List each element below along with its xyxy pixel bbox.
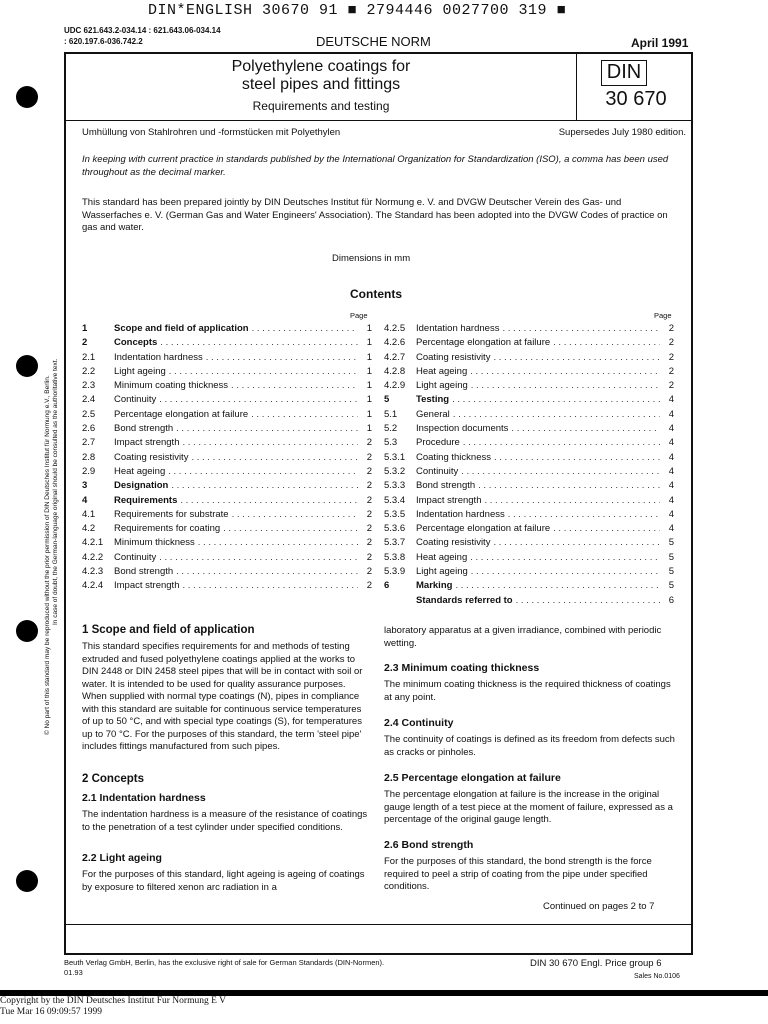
toc-entry-page: 1	[366, 323, 372, 334]
side-notice-line-2: In case of doubt, the German-language original should be consulted as the authoritative text.	[52, 358, 59, 625]
toc-entry-page: 4	[668, 494, 674, 506]
toc-entry-title: Coating thickness	[416, 451, 491, 463]
toc-entry-title: Requirements for substrate	[114, 508, 229, 520]
toc-entry	[384, 494, 674, 508]
toc-leader-dots	[502, 322, 660, 336]
toc-entry-number: 5.3.1	[384, 451, 406, 463]
toc-entry-title: Minimum coating thickness	[114, 380, 229, 392]
toc-entry-page: 6	[668, 594, 674, 606]
toc-entry-number: 4.2.3	[82, 566, 104, 578]
toc-entry-number: 5.3.7	[384, 537, 406, 549]
toc-entry-page: 2	[366, 480, 372, 492]
toc-entry-title: Percentage elongation at failure	[416, 523, 551, 535]
toc-entry-number: 4.2.9	[384, 380, 406, 392]
toc-entry-page: 4	[668, 480, 674, 492]
side-notice-line-1: © No part of this standard may be reproduced without the prior permission of DIN Deutsches Institut für Normung e.V., Berlin.	[44, 375, 51, 735]
toc-leader-dots	[471, 565, 660, 579]
toc-entry-title: Bond strength	[114, 566, 174, 578]
toc-entry	[82, 565, 372, 579]
toc-entry-number: 2.5	[82, 408, 96, 420]
toc-entry-page: 2	[366, 451, 372, 463]
toc-entry-page: 2	[366, 437, 372, 449]
toc-entry	[384, 365, 674, 379]
toc-entry	[384, 336, 674, 350]
toc-entry	[384, 379, 674, 393]
toc-entry	[82, 336, 372, 350]
toc-entry	[82, 393, 372, 407]
toc-entry-number: 4.2.4	[82, 580, 104, 592]
toc-leader-dots	[461, 465, 660, 479]
toc-entry-number: 4	[82, 494, 88, 506]
din-number: 30 670	[605, 88, 667, 110]
toc-entry	[384, 565, 674, 579]
toc-entry	[82, 522, 372, 536]
toc-entry	[384, 322, 674, 336]
toc-entry-number: 2.6	[82, 423, 96, 435]
toc-entry-page: 4	[668, 437, 674, 449]
copyright-line-1: Copyright by the DIN Deutsches Institut Fur Normung E V	[0, 996, 226, 1006]
section-2-6-text: For the purposes of this standard, the bond strength is the force required to peel a strip of coating from the pipe under specified conditions.	[384, 856, 652, 892]
dimensions-note: Dimensions in mm	[332, 253, 411, 264]
toc-leader-dots	[182, 579, 358, 593]
toc-entry-page: 4	[668, 423, 674, 435]
toc-entry	[384, 522, 674, 536]
toc-entry-number: 4.2.1	[82, 537, 104, 549]
toc-entry-page: 1	[366, 394, 372, 406]
toc-entry-page: 4	[668, 394, 674, 406]
toc-entry	[384, 422, 674, 436]
toc-leader-dots	[169, 365, 358, 379]
document-subtitle: Requirements and testing	[252, 99, 390, 113]
title-line-2: steel pipes and fittings	[241, 76, 401, 93]
toc-entry-title: Coating resistivity	[114, 451, 189, 463]
toc-entry-number: 5.3.6	[384, 523, 406, 535]
toc-entry-page: 2	[366, 494, 372, 506]
toc-entry-page: 2	[366, 537, 372, 549]
section-2-6-heading: 2.6 Bond strength	[384, 839, 474, 851]
toc-entry	[82, 351, 372, 365]
footer-reference: DIN 30 670 Engl. Price group 6	[530, 958, 662, 969]
toc-entry-number: 2.1	[82, 351, 96, 363]
contents-heading: Contents	[350, 287, 402, 301]
toc-entry-page: 2	[668, 365, 674, 377]
toc-entry-page: 2	[366, 551, 372, 563]
toc-entry-page: 5	[668, 551, 674, 563]
toc-entry	[384, 508, 674, 522]
toc-entry-number: 2.8	[82, 451, 96, 463]
toc-entry-page: 2	[366, 508, 372, 520]
toc-leader-dots	[198, 536, 358, 550]
din-logo: DIN	[601, 60, 647, 86]
toc-entry-title: Marking	[416, 580, 453, 592]
copyright-line-2: Tue Mar 16 09:09:57 1999	[0, 1007, 103, 1017]
toc-entry	[384, 393, 674, 407]
toc-leader-dots	[493, 536, 660, 550]
toc-entry	[82, 322, 372, 336]
toc-entry	[82, 508, 372, 522]
section-2-5-heading: 2.5 Percentage elongation at failure	[384, 772, 561, 784]
toc-leader-dots	[493, 351, 660, 365]
toc-entry-title: Light ageing	[416, 566, 468, 578]
toc-leader-dots	[470, 551, 660, 565]
toc-leader-dots	[159, 393, 358, 407]
toc-leader-dots	[553, 522, 660, 536]
toc-entry-title: Indentation hardness	[416, 508, 505, 520]
toc-entry-number: 3	[82, 480, 88, 492]
toc-entry	[384, 579, 674, 593]
toc-entry	[82, 536, 372, 550]
toc-entry-number: 1	[82, 323, 88, 334]
section-2-2-heading: 2.2 Light ageing	[82, 852, 162, 864]
toc-entry	[82, 365, 372, 379]
toc-entry-title: Bond strength	[114, 423, 174, 435]
toc-leader-dots	[553, 336, 660, 350]
toc-entry	[82, 465, 372, 479]
toc-entry-page: 5	[668, 537, 674, 549]
toc-entry-number: 2.3	[82, 380, 96, 392]
header-rule	[66, 120, 691, 121]
toc-entry-title: Designation	[114, 480, 169, 492]
toc-entry-page: 4	[668, 465, 674, 477]
toc-entry	[384, 551, 674, 565]
toc-entry	[384, 351, 674, 365]
toc-entry-page: 2	[668, 337, 674, 349]
toc-entry-number: 4.2.5	[384, 323, 406, 334]
toc-leader-dots	[452, 393, 660, 407]
toc-entry-number: 2.9	[82, 465, 96, 477]
supersedes-note: Supersedes July 1980 edition.	[558, 127, 686, 138]
toc-entry-page: 4	[668, 523, 674, 535]
toc-entry	[82, 379, 372, 393]
german-title: Umhüllung von Stahlrohren und -formstücken mit Polyethylen	[82, 127, 341, 138]
toc-leader-dots	[470, 365, 660, 379]
toc-entry-title: Coating resistivity	[416, 351, 491, 363]
toc-entry-number: 5.3	[384, 437, 398, 449]
toc-leader-dots	[182, 436, 358, 450]
toc-leader-dots	[484, 494, 660, 508]
toc-leader-dots	[171, 479, 358, 493]
punch-hole-icon	[16, 86, 38, 108]
section-2-2-continued: laboratory apparatus at a given irradiance, combined with periodic wetting.	[384, 625, 662, 649]
toc-entry-number: 5.3.4	[384, 494, 406, 506]
toc-leader-dots	[232, 508, 358, 522]
toc-entry-number: 2.7	[82, 437, 96, 449]
toc-page-label-right: Page	[654, 311, 672, 320]
toc-leader-dots	[180, 494, 358, 508]
toc-leader-dots	[251, 408, 358, 422]
toc-leader-dots	[231, 379, 358, 393]
toc-leader-dots	[168, 465, 358, 479]
toc-entry-page: 1	[366, 337, 372, 349]
toc-entry-number: 5.3.9	[384, 566, 406, 578]
publisher-text: Beuth Verlag GmbH, Berlin, has the exclusive right of sale for German Standards (DIN-Normen).	[64, 958, 385, 967]
toc-entry-page: 4	[668, 408, 674, 420]
toc-entry-title: Coating resistivity	[416, 537, 491, 549]
toc-entry-title: Testing	[416, 394, 450, 406]
section-2-3-heading: 2.3 Minimum coating thickness	[384, 662, 540, 674]
udc-line-1: UDC 621.643.2-034.14 : 621.643.06-034.14	[64, 26, 221, 35]
toc-entry	[82, 408, 372, 422]
toc-entry-title: Impact strength	[114, 437, 180, 449]
prepared-by-note: This standard has been prepared jointly by DIN Deutsches Institut für Normung e. V. and DVGW Deutscher Verein des Gas- und Wasserfaches e. V. (German Gas and Water Engineers' Association). The Standard has been adopted into the DVGW Codes of practice on gas and water.	[82, 197, 668, 233]
toc-leader-dots	[471, 379, 660, 393]
toc-entry-number: 4.1	[82, 508, 96, 520]
toc-entry-number: 6	[384, 580, 390, 592]
toc-entry	[384, 594, 674, 608]
deutsche-norm-label: DEUTSCHE NORM	[316, 34, 431, 49]
toc-entry-title: Indentation hardness	[114, 351, 203, 363]
toc-entry-title: Percentage elongation at failure	[114, 408, 249, 420]
toc-entry-title: Light ageing	[416, 380, 468, 392]
document-title	[66, 58, 576, 94]
toc-entry-number: 5.3.2	[384, 465, 406, 477]
udc-line-2: : 620.197.6-036.742.2	[64, 37, 143, 46]
toc-entry-number: 5.3.8	[384, 551, 406, 563]
toc-entry-number: 2.4	[82, 394, 96, 406]
section-2-5-text: The percentage elongation at failure is the increase in the original gauge length of a test piece at the moment of failure, expressed as a percentage of the original gauge length.	[384, 789, 673, 825]
toc-entry-title: Continuity	[416, 465, 459, 477]
toc-leader-dots	[508, 508, 660, 522]
toc-entry-page: 1	[366, 423, 372, 435]
toc-entry-page: 2	[668, 380, 674, 392]
punch-hole-icon	[16, 355, 38, 377]
continued-note: Continued on pages 2 to 7	[543, 901, 655, 912]
toc-entry	[384, 465, 674, 479]
toc-entry-title: Requirements	[114, 494, 178, 506]
toc-entry-number: 5.3.5	[384, 508, 406, 520]
toc-entry-number: 5.3.3	[384, 480, 406, 492]
toc-entry-page: 2	[366, 580, 372, 592]
toc-leader-dots	[160, 336, 358, 350]
toc-left-column	[82, 322, 372, 594]
title-line-1: Polyethylene coatings for	[231, 58, 411, 75]
toc-entry-number: 5	[384, 394, 390, 406]
publisher-code: 01.93	[64, 968, 83, 977]
section-2-4-heading: 2.4 Continuity	[384, 717, 454, 729]
toc-entry-number: 4.2.8	[384, 365, 406, 377]
toc-entry-number: 2.2	[82, 365, 96, 377]
toc-entry-number: 4.2.2	[82, 551, 104, 563]
toc-entry-page: 5	[668, 566, 674, 578]
toc-entry-title: Continuity	[114, 394, 157, 406]
toc-leader-dots	[191, 451, 358, 465]
toc-leader-dots	[252, 322, 358, 336]
toc-entry-title: Impact strength	[416, 494, 482, 506]
toc-entry-title: Concepts	[114, 337, 158, 349]
toc-leader-dots	[176, 422, 358, 436]
toc-entry-page: 1	[366, 365, 372, 377]
sales-number: Sales No.0106	[634, 973, 680, 980]
section-1-text: This standard specifies requirements for and methods of testing extruded and fused polyethylene coatings applied at the works to DIN 2448 or DIN 2458 steel pipes that will be in contact with soil or water. It is intended to be used for quality assurance purposes. When supplied with normal type coatings (N), pipes in compliance with this standard are suitable for continuous service temperatures of up to 50 °C, and with special type coatings (S), for temperatures up to 70 °C. For the purposes of this standard, the term 'steel pipe' includes fittings manufactured from such pipes.	[82, 641, 363, 752]
toc-entry-page: 2	[366, 465, 372, 477]
toc-entry-number: 2	[82, 337, 88, 349]
title-divider	[576, 54, 577, 120]
toc-entry	[82, 422, 372, 436]
toc-page-label-left: Page	[350, 311, 368, 320]
toc-leader-dots	[159, 551, 358, 565]
toc-entry-page: 1	[366, 380, 372, 392]
document-code-line: DIN*ENGLISH 30670 91 ■ 2794446 0027700 319 ■	[148, 2, 567, 19]
toc-entry-page: 1	[366, 351, 372, 363]
toc-entry-title: Standards referred to	[416, 594, 513, 606]
toc-entry	[82, 451, 372, 465]
toc-entry	[384, 451, 674, 465]
toc-entry-title: Heat ageing	[416, 365, 468, 377]
toc-entry-page: 4	[668, 508, 674, 520]
toc-entry	[384, 536, 674, 550]
toc-leader-dots	[206, 351, 358, 365]
toc-entry-title: Minimum thickness	[114, 537, 195, 549]
toc-entry-page: 2	[668, 351, 674, 363]
toc-entry-page: 4	[668, 451, 674, 463]
toc-entry-number: 4.2	[82, 523, 96, 535]
toc-leader-dots	[463, 436, 660, 450]
toc-entry-page: 2	[668, 323, 674, 334]
toc-leader-dots	[511, 422, 660, 436]
section-2-1-heading: 2.1 Indentation hardness	[82, 792, 206, 804]
punch-hole-icon	[16, 620, 38, 642]
copyright-stamp	[0, 996, 226, 1018]
toc-leader-dots	[455, 579, 660, 593]
toc-entry-title: Heat ageing	[416, 551, 468, 563]
toc-entry-title: Requirements for coating	[114, 523, 221, 535]
toc-entry-number: 5.2	[384, 423, 398, 435]
toc-entry-title: General	[416, 408, 450, 420]
publisher-note	[64, 958, 384, 978]
toc-leader-dots	[516, 594, 660, 608]
toc-entry-number: 4.2.7	[384, 351, 406, 363]
toc-leader-dots	[176, 565, 358, 579]
toc-entry	[384, 436, 674, 450]
section-2-4-text: The continuity of coatings is defined as its freedom from defects such as cracks or pinholes.	[384, 734, 675, 758]
toc-entry	[82, 436, 372, 450]
toc-entry-title: Light ageing	[114, 365, 166, 377]
toc-entry-number	[384, 594, 416, 608]
toc-entry-title: Percentage elongation at failure	[416, 337, 551, 349]
toc-entry-title: Procedure	[416, 437, 460, 449]
toc-entry	[82, 494, 372, 508]
toc-entry	[82, 579, 372, 593]
toc-entry-number: 5.1	[384, 408, 398, 420]
punch-hole-icon	[16, 870, 38, 892]
copyright-side-notice	[44, 265, 60, 735]
toc-entry	[384, 479, 674, 493]
toc-entry	[384, 408, 674, 422]
toc-entry-page: 2	[366, 523, 372, 535]
toc-leader-dots	[223, 522, 358, 536]
toc-entry-page: 1	[366, 408, 372, 420]
toc-entry	[82, 551, 372, 565]
toc-leader-dots	[453, 408, 660, 422]
toc-entry-title: Impact strength	[114, 580, 180, 592]
section-2-heading: 2 Concepts	[82, 773, 144, 785]
iso-decimal-note: In keeping with current practice in standards published by the International Organization for Standardization (ISO), a comma has been used throughout as the decimal marker.	[82, 154, 669, 178]
toc-entry-page: 2	[366, 566, 372, 578]
toc-entry-title: Heat ageing	[114, 465, 166, 477]
toc-leader-dots	[478, 479, 660, 493]
toc-entry	[82, 479, 372, 493]
toc-leader-dots	[494, 451, 660, 465]
udc-classification	[64, 25, 221, 47]
section-2-2-text: For the purposes of this standard, light ageing is ageing of coatings by exposure to filtered xenon arc radiation in a	[82, 869, 365, 893]
section-2-1-text: The indentation hardness is a measure of the resistance of coatings to the penetration of a test cylinder under specified conditions.	[82, 809, 368, 833]
toc-entry-page: 5	[668, 580, 674, 592]
issue-date: April 1991	[631, 36, 689, 50]
toc-entry-title: Bond strength	[416, 480, 476, 492]
toc-entry-title: Scope and field of application	[114, 323, 249, 334]
toc-right-column	[384, 322, 674, 608]
section-1-heading: 1 Scope and field of application	[82, 624, 255, 636]
toc-entry-title: Inspection documents	[416, 423, 509, 435]
toc-entry-title: Identation hardness	[416, 323, 500, 334]
toc-entry-number: 4.2.6	[384, 337, 406, 349]
toc-entry-title: Continuity	[114, 551, 157, 563]
section-2-3-text: The minimum coating thickness is the required thickness of coatings at any point.	[384, 679, 671, 703]
